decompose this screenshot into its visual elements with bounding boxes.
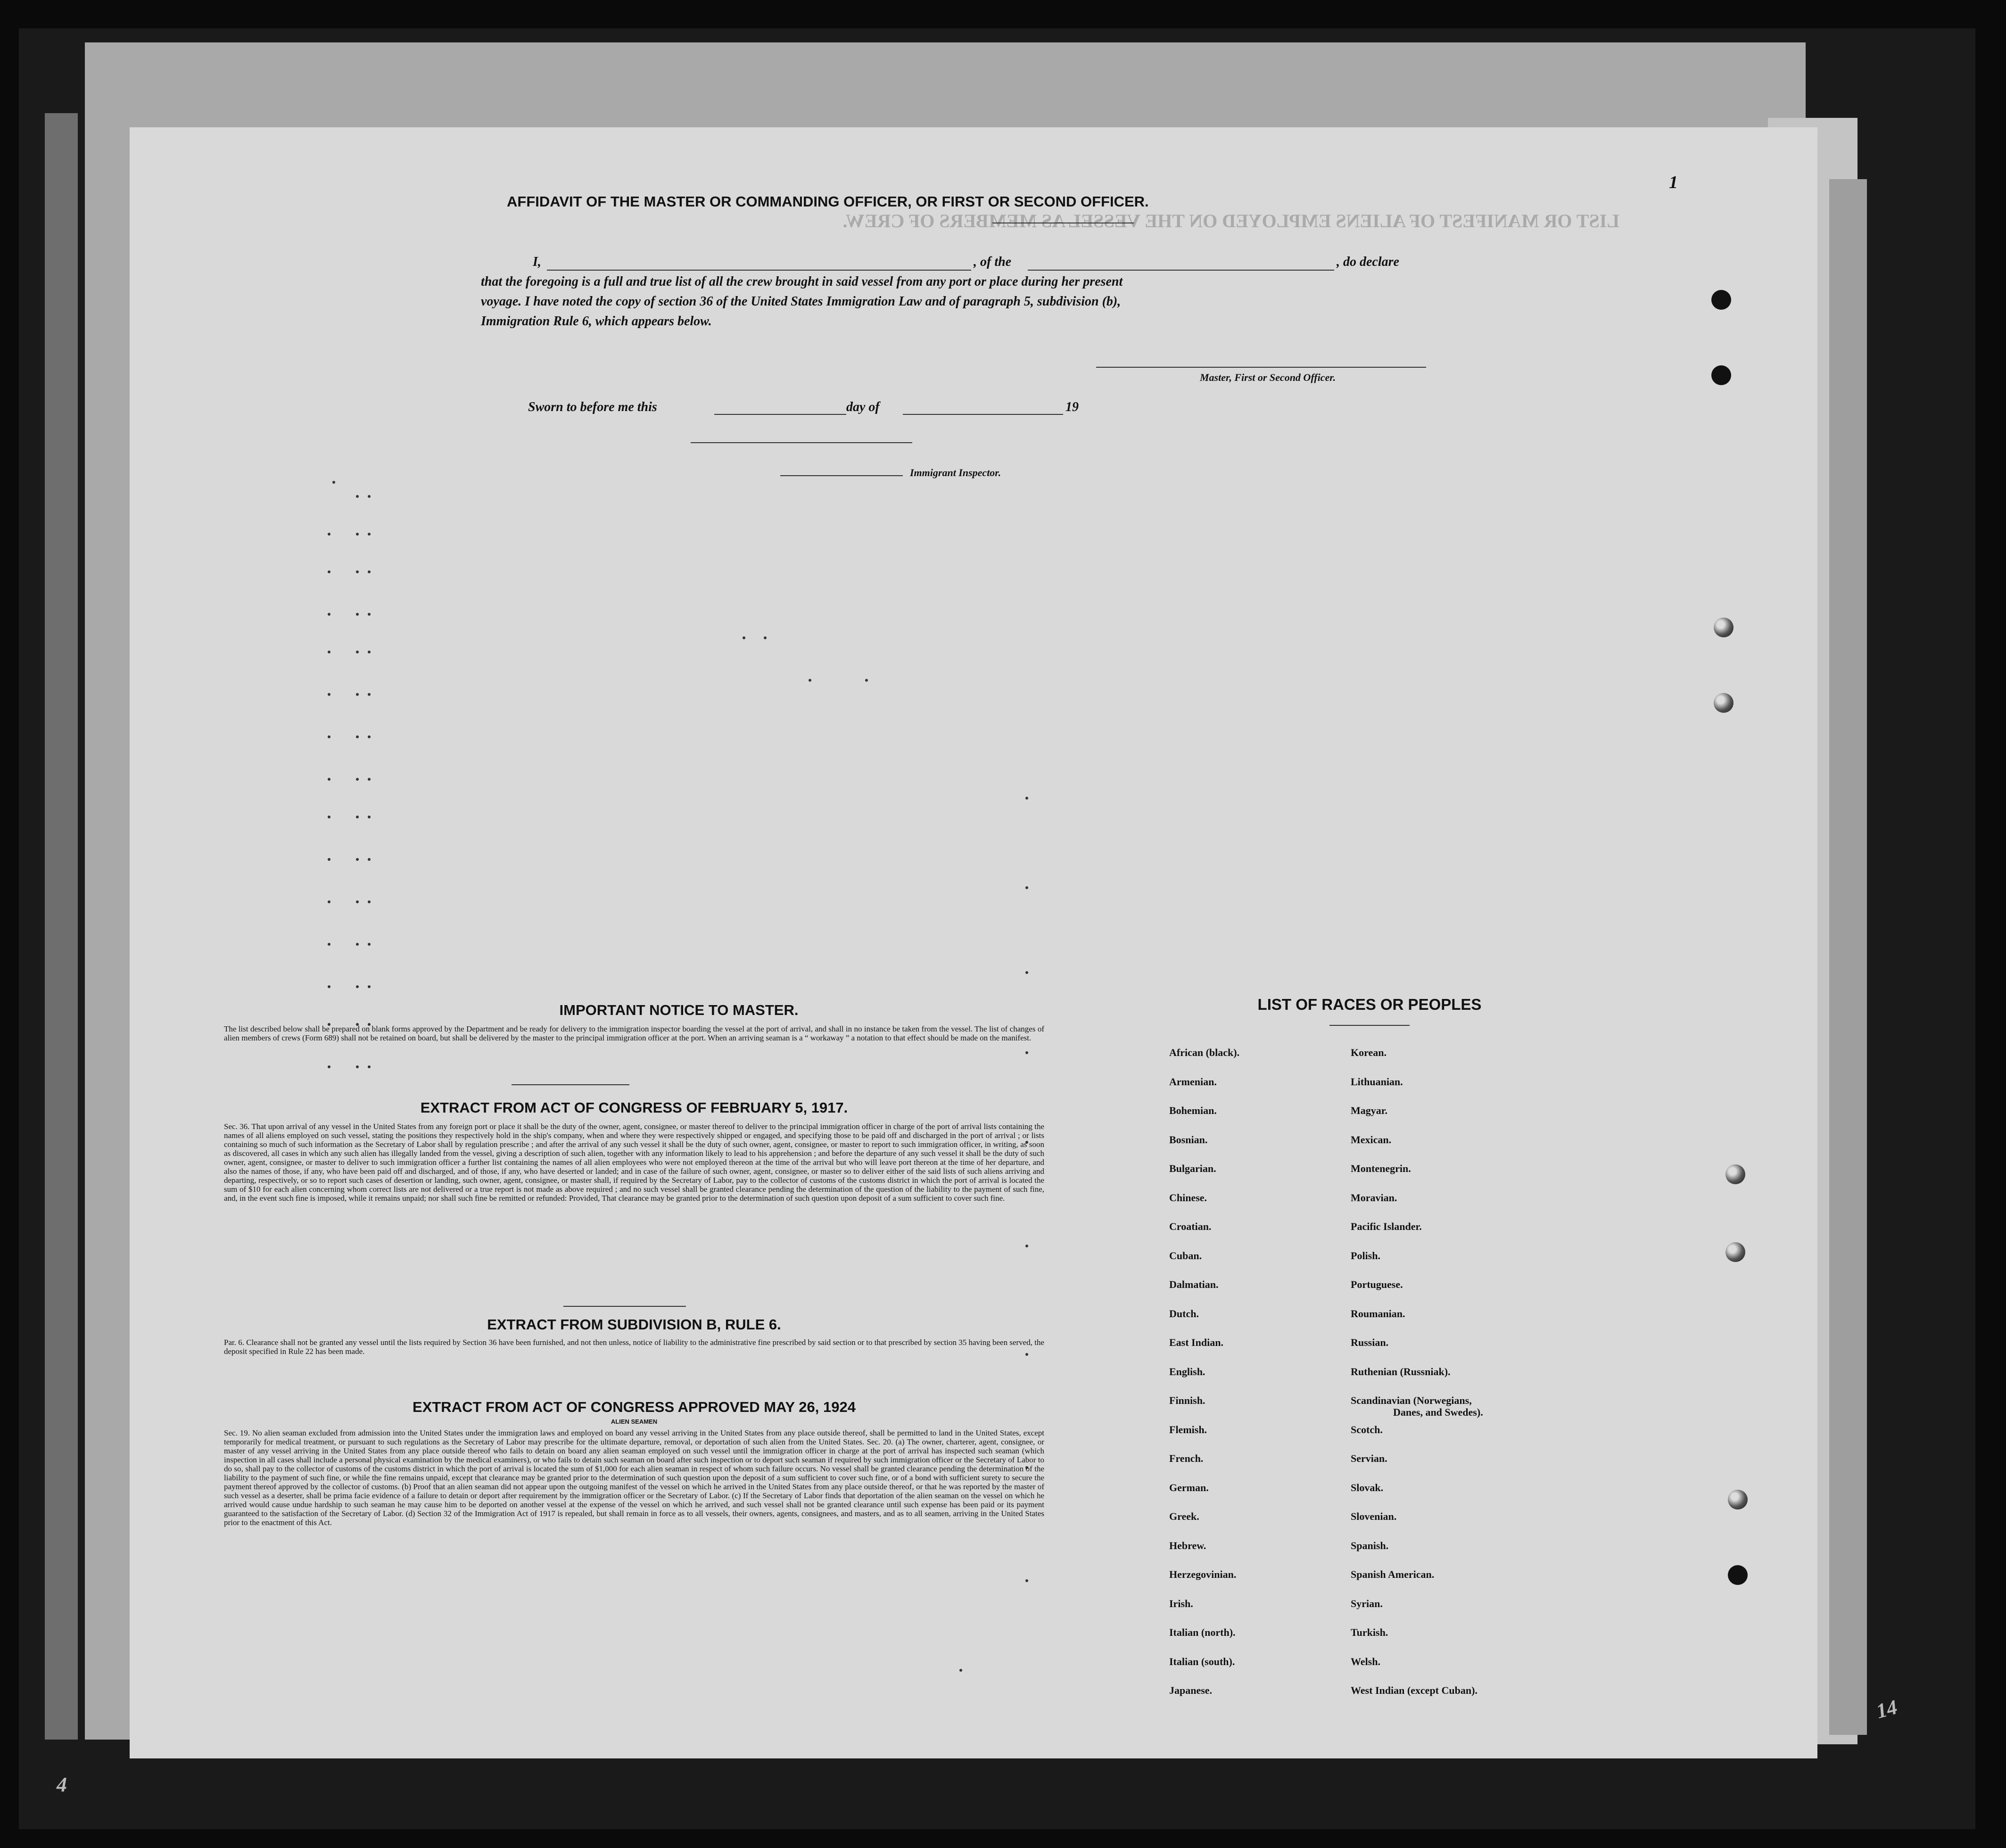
day-of-label: day of [846, 400, 880, 414]
extract-rule6-title: EXTRACT FROM SUBDIVISION B, RULE 6. [487, 1316, 781, 1333]
race-item: Dutch. [1169, 1307, 1199, 1320]
guide-dot [368, 495, 371, 498]
guide-dot [328, 816, 330, 818]
race-item: Syrian. [1351, 1597, 1383, 1609]
guide-dot [356, 985, 359, 988]
race-item: Mexican. [1351, 1133, 1392, 1146]
race-item: Servian. [1351, 1452, 1387, 1464]
affidavit-do-declare: , do declare [1337, 255, 1399, 269]
guide-dot [356, 495, 359, 498]
guide-dot [356, 943, 359, 946]
race-item: West Indian (except Cuban). [1351, 1684, 1478, 1696]
punch-hole [1725, 1242, 1745, 1262]
race-item: Moravian. [1351, 1191, 1397, 1204]
race-item: Finnish. [1169, 1394, 1205, 1406]
margin-mark-right: 14 [1874, 1695, 1900, 1723]
guide-dot [328, 943, 330, 946]
guide-dot [1025, 971, 1028, 974]
guide-dot [368, 858, 371, 861]
affidavit-body-line-3: Immigration Rule 6, which appears below. [481, 314, 712, 329]
inspector-signature-line[interactable] [691, 442, 912, 443]
back-sheet-left [45, 113, 78, 1740]
guide-dot [368, 735, 371, 738]
guide-dot [1025, 1051, 1028, 1054]
affidavit-body-line-1: that the foregoing is a full and true list of all the crew brought in said vessel from any port or place during her present [481, 274, 1123, 289]
guide-dot [368, 651, 371, 653]
race-item: Bosnian. [1169, 1133, 1208, 1146]
guide-dot [332, 481, 335, 484]
guide-dot [328, 693, 330, 696]
affidavit-body-line-2: voyage. I have noted the copy of section 36 of the United States Immigration Law and of paragraph 5, subdivision (b), [481, 294, 1121, 309]
guide-dot [328, 858, 330, 861]
guide-dot [328, 985, 330, 988]
race-item: Pacific Islander. [1351, 1221, 1422, 1232]
guide-dot [764, 636, 767, 639]
race-item: Portuguese. [1351, 1279, 1403, 1290]
guide-dot [356, 735, 359, 738]
races-left-column [1169, 1047, 1348, 1714]
race-item: French. [1169, 1452, 1204, 1464]
race-item: Croatian. [1169, 1221, 1212, 1232]
punch-hole [1725, 1164, 1745, 1184]
affidavit-title: AFFIDAVIT OF THE MASTER OR COMMANDING OFFICER, OR FIRST OR SECOND OFFICER. [507, 193, 1149, 210]
guide-dot [743, 636, 745, 639]
guide-dot [356, 693, 359, 696]
race-item: Ruthenian (Russniak). [1351, 1365, 1451, 1378]
guide-dot [328, 613, 330, 616]
race-item: German. [1169, 1481, 1209, 1493]
affidavit-i-label: I, [533, 255, 541, 269]
race-item: Spanish. [1351, 1539, 1389, 1551]
guide-dot [356, 900, 359, 903]
race-item: Turkish. [1351, 1626, 1388, 1638]
race-item: Bohemian. [1169, 1105, 1217, 1116]
race-item: Herzegovinian. [1169, 1568, 1237, 1580]
race-item: Slovak. [1351, 1481, 1384, 1493]
punch-hole [1728, 1490, 1748, 1510]
notice-title: IMPORTANT NOTICE TO MASTER. [559, 1002, 799, 1018]
race-item: Slovenian. [1351, 1510, 1397, 1522]
race-item: Flemish. [1169, 1423, 1207, 1436]
race-item: Montenegrin. [1351, 1163, 1411, 1174]
extract-1924-title: EXTRACT FROM ACT OF CONGRESS APPROVED MAY 26, 1924 [413, 1399, 856, 1415]
race-item: Magyar. [1351, 1105, 1388, 1116]
race-item: Armenian. [1169, 1075, 1217, 1088]
race-item: Polish. [1351, 1249, 1380, 1262]
sworn-label: Sworn to before me this [528, 400, 657, 414]
guide-dot [328, 533, 330, 536]
guide-dot [356, 570, 359, 573]
vessel-blank-line[interactable] [1028, 270, 1334, 271]
guide-dot [368, 613, 371, 616]
guide-dot [356, 613, 359, 616]
punch-hole [1728, 1565, 1748, 1585]
race-item: Danes, and Swedes). [1393, 1406, 1483, 1418]
extract-1917-title: EXTRACT FROM ACT OF CONGRESS OF FEBRUARY 5, 1917. [420, 1099, 848, 1116]
affidavit-page [130, 127, 1817, 1758]
guide-dot [368, 570, 371, 573]
sworn-month-line[interactable] [903, 414, 1063, 415]
race-item: Italian (south). [1169, 1655, 1235, 1667]
extract-rule6-body: Par. 6. Clearance shall not be granted any vessel until the lists required by Section 36 have been furnished, and not then unless, notice of liability to the administrative fine prescribed by said section or to that prescribed by section 35 having been served, the deposit specified in Rule 22 has been made. [224, 1338, 1044, 1356]
guide-dot [356, 533, 359, 536]
guide-dot [1025, 886, 1028, 889]
guide-dot [1025, 797, 1028, 800]
extract-1924-body: Sec. 19. No alien seaman excluded from admission into the United States under the immigration laws and employed on board any vessel arriving in the United States from any place outside thereof, shall be permitted to land in the United States, except temporarily for medical treatment, or pursuant to such regulations as the Secretary of Labor may prescribe for the ultimate departure, removal, or deportation of such alien from the United States. Sec. 20. (a) The owner, charterer, agent, consignee, or master of any vessel arriving in the United States from any place outside thereof who fails to detain on board any alien seaman employed on such vessel until the immigration officer in charge at the port of arrival has inspected such seaman (which inspection in all cases shall include a personal physical examination by the medical examiners), or who fails to detain such seaman on board after such inspection or to deport such seaman if required by such immigration officer or the Secretary of Labor to do so, shall pay to the collector of customs of the customs district in which the port of arrival is located the sum of $1,000 for each alien seaman in respect of whom such failure occurs. No vessel shall be granted clearance pending the determination of the liability to the payment of such fine, or while the fine remains unpaid, except that clearance may be granted prior to the determination of such question upon the deposit of a sum sufficient to cover such fine, or of a bond with sufficient surety to secure the payment thereof approved by the collector of customs. (b) Proof that an alien seaman did not appear upon the outgoing manifest of the vessel on which he arrived in the United States from any place outside thereof, or that he was reported by the master of such vessel as a deserter, shall be prima facie evidence of a failure to detain or deport after requirement by the immigration officer or the Secretary of Labor. (c) If the Secretary of Labor finds that deportation of the alien seaman on the vessel on which he arrived would cause undue hardship to such seaman he may cause him to be deported on another vessel at the expense of the vessel on which he arrived, and such vessel shall not be granted clearance until such expense has been paid or its payment guaranteed to the satisfaction of the Secretary of Labor. (d) Section 32 of the Immigration Act of 1917 is repealed, but shall remain in force as to all vessels, their owners, agents, consignees, and masters, and as to all seamen, arriving in the United States prior to the enactment of this Act. [224, 1428, 1044, 1527]
race-item: Russian. [1351, 1336, 1389, 1348]
margin-mark-left: 4 [57, 1773, 67, 1796]
inspector-label: Immigrant Inspector. [910, 467, 1001, 478]
notice-body: The list described below shall be prepared on blank forms approved by the Department and be ready for delivery to the immigration inspector boarding the vessel at the port of arrival, and shall in no instance be taken from the vessel. The list of changes of alien members of crews (Form 689) shall not be retained on board, but shall be delivered by the master to the principal immigration officer at the port. When an arriving seaman is a “ workaway ” a notation to that effect should be made on the manifest. [224, 1024, 1044, 1042]
guide-dot [356, 858, 359, 861]
guide-dot [959, 1669, 962, 1672]
guide-dot [328, 735, 330, 738]
guide-dot [368, 985, 371, 988]
race-item: Hebrew. [1169, 1539, 1206, 1551]
guide-dot [1025, 1579, 1028, 1582]
extract-1917-body: Sec. 36. That upon arrival of any vessel in the United States from any foreign port or place it shall be the duty of the owner, agent, consignee, or master thereof to deliver to the principal immigration officer in charge of the port of arrival lists containing the names of all aliens employed on such vessel, stating the positions they respectively hold in the ship's company, when and where they were respectively shipped or engaged, and specifying those to be paid off and discharged in the port of arrival ; or lists containing so much of such information as the Secretary of Labor shall by regulation prescribe ; and after the arrival of any such vessel it shall be the duty of such owner, agent, consignee, or master to report to such immigration officer, in writing, as soon as discovered, all cases in which any such alien has illegally landed from the vessel, giving a description of such alien, together with any information likely to lead to his apprehension ; and before the departure of any such vessel it shall be the duty of such owner, agent, consignee, or master to deliver to such immigration officer a further list containing the names of all alien employees who were not employed thereon at the time of the arrival but who will leave port thereon at the time of her departure, and also the names of those, if any, who have been paid off and discharged, and of those, if any, who have deserted or landed; and in case of the failure of such owner, agent, consignee, or master so to deliver either of the said lists of such aliens arriving and departing, respectively, or so to report such cases of desertion or landing, such owner, agent, consignee, or master shall, if required by the Secretary of Labor, pay to the collector of customs of the customs district in which the port of arrival is located the sum of $10 for each alien concerning whom correct lists are not delivered or a true report is not made as above required ; and no such vessel shall be granted clearance pending the determination of the question of the liability to the payment of such fine, and, in the event such fine is imposed, while it remains unpaid; nor shall such fine be remitted or refunded: Provided, That clearance may be granted prior to the determination of such question upon deposit of a sum sufficient to cover such fine. [224, 1122, 1044, 1203]
punch-hole [1714, 618, 1734, 637]
guide-dot [328, 570, 330, 573]
guide-dot [356, 1065, 359, 1068]
races-title-rule [1329, 1025, 1410, 1026]
punch-hole [1711, 290, 1731, 310]
guide-dot [328, 651, 330, 653]
race-item: Cuban. [1169, 1249, 1202, 1262]
races-right-column [1351, 1047, 1634, 1714]
guide-dot [368, 1065, 371, 1068]
master-signature-label: Master, First or Second Officer. [1200, 371, 1336, 383]
master-signature-line[interactable] [1096, 367, 1426, 368]
bleed-through-title: LIST OR MANIFEST OF ALIENS EMPLOYED ON THE VESSEL AS MEMBERS OF CREW. [842, 210, 1619, 231]
year-label: 19 [1065, 400, 1079, 414]
guide-dot [328, 778, 330, 781]
race-item: Greek. [1169, 1510, 1199, 1522]
inspector-signature-line-2[interactable] [780, 475, 903, 476]
sworn-day-line[interactable] [714, 414, 846, 415]
race-item: Chinese. [1169, 1191, 1207, 1204]
back-sheet-right-2 [1829, 179, 1867, 1735]
affidavit-of-the-label: , of the [974, 255, 1012, 269]
race-item: Welsh. [1351, 1655, 1380, 1667]
race-item: Italian (north). [1169, 1626, 1236, 1638]
guide-dot [368, 533, 371, 536]
guide-dot [368, 693, 371, 696]
extract-1917-divider [563, 1306, 686, 1307]
page-number: 1 [1669, 173, 1678, 192]
name-blank-line[interactable] [547, 270, 971, 271]
race-item: Scandinavian (Norwegians, [1351, 1394, 1472, 1406]
race-item: East Indian. [1169, 1336, 1223, 1348]
race-item: African (black). [1169, 1047, 1240, 1058]
punch-hole [1711, 365, 1731, 385]
extract-1924-subtitle: ALIEN SEAMEN [611, 1418, 658, 1425]
guide-dot [368, 778, 371, 781]
race-item: Japanese. [1169, 1684, 1213, 1696]
race-item: Korean. [1351, 1047, 1387, 1058]
race-item: Dalmatian. [1169, 1279, 1219, 1290]
guide-dot [328, 900, 330, 903]
races-title: LIST OF RACES OR PEOPLES [1257, 996, 1482, 1013]
guide-dot [328, 1065, 330, 1068]
race-item: Lithuanian. [1351, 1075, 1403, 1088]
race-item: Irish. [1169, 1597, 1193, 1609]
guide-dot [368, 816, 371, 818]
race-item: Roumanian. [1351, 1307, 1405, 1320]
race-item: Spanish American. [1351, 1568, 1435, 1580]
guide-dot [356, 651, 359, 653]
guide-dot [356, 778, 359, 781]
race-item: Bulgarian. [1169, 1163, 1216, 1174]
guide-dot [865, 679, 868, 682]
guide-dot [368, 900, 371, 903]
punch-hole [1714, 693, 1734, 713]
guide-dot [356, 816, 359, 818]
notice-divider [512, 1084, 629, 1085]
race-item: English. [1169, 1365, 1205, 1378]
race-item: Scotch. [1351, 1423, 1383, 1436]
guide-dot [809, 679, 811, 682]
guide-dot [368, 943, 371, 946]
guide-dot [1025, 1245, 1028, 1247]
